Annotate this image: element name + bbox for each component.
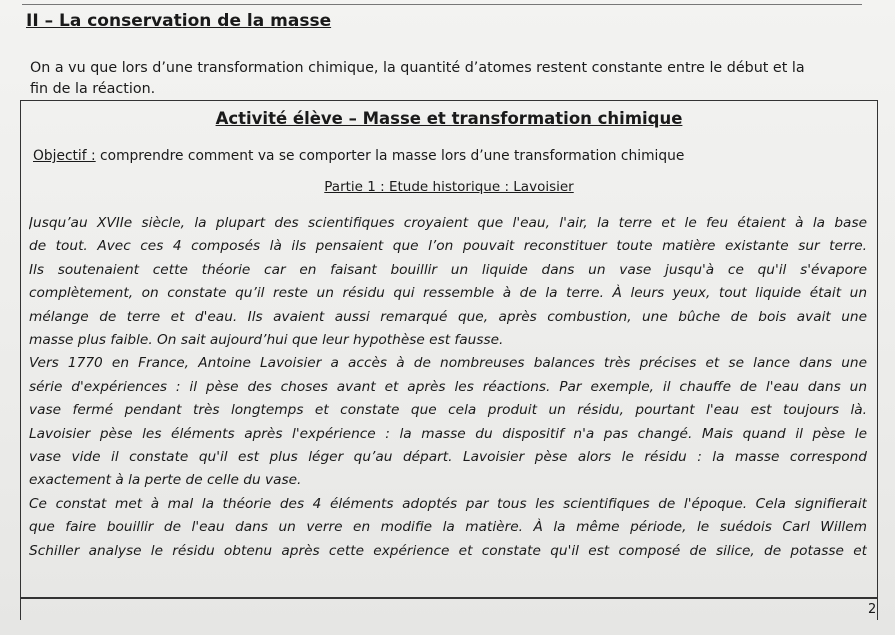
- body-line: de tout. Avec ces 4 composés là ils pensaient que l’on pouvait reconstituer toute matière existante sur terre.: [29, 238, 867, 255]
- page-number: 2: [868, 602, 877, 617]
- intro-line: fin de la réaction.: [30, 81, 156, 97]
- intro-line: On a vu que lors d’une transformation chimique, la quantité d’atomes restent constante entre le début et la: [30, 60, 805, 76]
- part-title-text: Partie 1 : Etude historique : Lavoisier: [324, 179, 574, 195]
- body-line: Schiller analyse le résidu obtenu après cette expérience et constate qu'il est composé de silice, de potasse et: [29, 542, 867, 559]
- activity-title-text: Activité élève – Masse et transformation chimique: [215, 109, 683, 128]
- intro-paragraph: [30, 58, 860, 100]
- body-line: mélange de terre et d'eau. Ils avaient aussi remarqué que, après combustion, une bûche de bois avait une: [29, 308, 867, 325]
- body-line: vase fermé pendant très longtemps et constate que cela produit un résidu, pourtant l'eau est toujours là.: [29, 402, 867, 419]
- body-line: Ils soutenaient cette théorie car en faisant bouillir un liquide dans un vase jusqu'à ce qu'il s'évapore: [29, 261, 867, 278]
- objective-text: comprendre comment va se comporter la masse lors d’une transformation chimique: [95, 148, 685, 164]
- section-title: II – La conservation de la masse: [26, 11, 332, 31]
- body-line: masse plus faible. On sait aujourd’hui que leur hypothèse est fausse.: [29, 331, 504, 348]
- body-line: vase vide il constate qu'il est plus léger qu’au départ. Lavoisier pèse alors le résidu : la masse correspond: [29, 448, 867, 465]
- body-paragraph: [29, 212, 867, 563]
- activity-box: [20, 100, 878, 620]
- body-line: Vers 1770 en France, Antoine Lavoisier a accès à de nombreuses balances très précises et se lance dans une: [29, 355, 867, 372]
- objective-label: Objectif :: [33, 148, 96, 164]
- body-line: exactement à la perte de celle du vase.: [29, 472, 302, 489]
- body-line: série d'expériences : il pèse des choses avant et après les réactions. Par exemple, il chauffe de l'eau dans un: [29, 378, 867, 395]
- top-divider: [22, 4, 862, 5]
- objective: [33, 148, 684, 164]
- body-line: que faire bouillir de l'eau dans un verre en modifie la matière. À la même période, le suédois Carl Willem: [29, 519, 867, 536]
- bottom-divider: [20, 597, 878, 599]
- body-line: Lavoisier pèse les éléments après l'expérience : la masse du dispositif n'a pas changé. Mais quand il pèse le: [29, 425, 867, 442]
- body-line: Jusqu’au XVIIe siècle, la plupart des scientifiques croyaient que l'eau, l'air, la terre et le feu étaient à la base: [29, 215, 867, 231]
- activity-title: [21, 109, 877, 128]
- body-line: Ce constat met à mal la théorie des 4 éléments adoptés par tous les scientifiques de l'époque. Cela signifierait: [29, 495, 867, 512]
- body-line: complètement, on constate qu’il reste un résidu qui ressemble à de la terre. À leurs yeux, tout liquide était un: [29, 285, 867, 302]
- part-title: [21, 179, 877, 195]
